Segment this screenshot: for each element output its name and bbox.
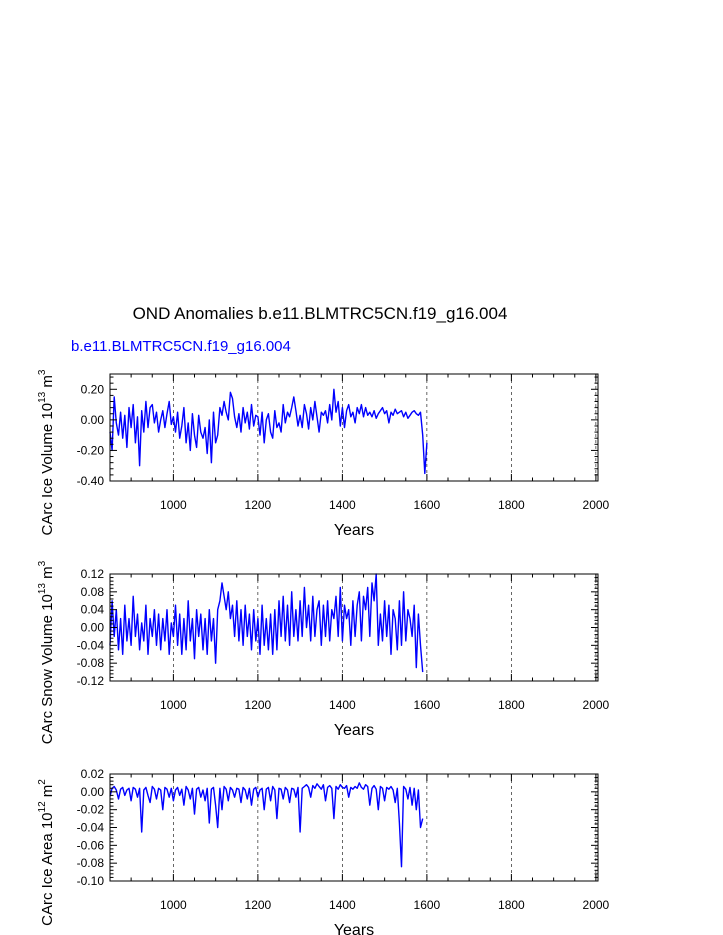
ice-area-xtick-label: 1800 (498, 898, 525, 912)
ice-area-ylabel-part: m (39, 784, 56, 802)
ice-area-plot-frame (110, 774, 598, 881)
ice-volume-ylabel-part: m (39, 375, 56, 392)
ice-area-xtick-label: 1000 (160, 898, 187, 912)
snow-volume-ylabel-part: m (39, 566, 56, 584)
ice-volume-ylabel-part: CArc Ice Volume 10 (39, 402, 56, 536)
snow-volume-ylabel-part: 3 (37, 560, 48, 567)
ice-area-ytick-label: -0.10 (76, 874, 104, 888)
ice-volume-ylabel-part: 3 (37, 369, 48, 376)
ice-area-ylabel-part: 12 (37, 801, 48, 813)
snow-volume-xtick-label: 1800 (498, 698, 525, 712)
ice-area-xtick-label: 2000 (582, 898, 610, 912)
snow-volume-ytick-label: 0.08 (80, 584, 104, 599)
snow-volume-ylabel-part: CArc Snow Volume 10 (39, 594, 56, 745)
ice-area-ytick-label: 0.00 (80, 784, 104, 799)
ice-volume-ytick-label: 0.00 (80, 412, 104, 427)
ice-area-ytick-label: -0.06 (76, 838, 104, 853)
ice-area-ylabel (37, 779, 56, 926)
ice-volume-xtick-label: 1400 (329, 498, 356, 512)
ice-volume-series-line (110, 389, 427, 473)
snow-volume-ylabel-part: 13 (37, 583, 48, 595)
ice-volume-plot-frame (110, 374, 598, 481)
ice-area-xlabel: Years (333, 922, 375, 935)
snow-volume-series-line (110, 574, 423, 672)
ice-area-series-line (110, 783, 423, 867)
ice-area-ylabel-part: 2 (37, 779, 48, 785)
snow-volume-ytick-label: 0.12 (80, 567, 104, 581)
ice-volume-xtick-label: 1600 (413, 498, 441, 512)
ice-volume-xlabel: Years (333, 522, 375, 539)
ice-volume-ylabel-part: 13 (37, 391, 48, 403)
ice-volume-xtick-label: 1000 (160, 498, 187, 512)
ice-volume-xtick-label: 1800 (498, 498, 525, 512)
ice-area-xtick-label: 1200 (244, 898, 272, 912)
snow-volume-xtick-label: 1400 (329, 698, 356, 712)
ice-volume-xtick-label: 2000 (582, 498, 610, 512)
snow-volume-xtick-label: 1000 (160, 698, 187, 712)
snow-volume-xtick-label: 1200 (244, 698, 272, 712)
snow-volume-xtick-label: 2000 (582, 698, 610, 712)
ice-area-xtick-label: 1400 (329, 898, 356, 912)
snow-volume-ytick-label: -0.08 (76, 656, 104, 671)
ice-volume-panel (37, 369, 610, 539)
ice-area-panel (37, 767, 610, 935)
figure-title: OND Anomalies b.e11.BLMTRC5CN.f19_g16.004 (132, 304, 508, 323)
ice-area-ytick-label: -0.04 (76, 820, 104, 835)
ice-area-ytick-label: -0.08 (76, 856, 104, 871)
snow-volume-xtick-label: 1600 (413, 698, 441, 712)
snow-volume-ytick-label: -0.12 (76, 674, 104, 688)
snow-volume-ytick-label: 0.00 (80, 620, 104, 635)
ice-area-ytick-label: -0.02 (76, 802, 104, 817)
snow-volume-ytick-label: -0.04 (76, 638, 104, 653)
ice-volume-ylabel (37, 369, 56, 535)
ice-volume-ytick-label: -0.40 (76, 474, 104, 488)
ice-area-xtick-label: 1600 (413, 898, 441, 912)
ice-volume-ytick-label: -0.20 (76, 443, 104, 458)
case-label: b.e11.BLMTRC5CN.f19_g16.004 (71, 338, 291, 355)
snow-volume-ylabel (37, 560, 56, 744)
ice-area-ylabel-part: CArc Ice Area 10 (39, 812, 56, 926)
ice-volume-xtick-label: 1200 (244, 498, 272, 512)
snow-volume-xlabel: Years (333, 722, 375, 739)
snow-volume-ytick-label: 0.04 (80, 602, 104, 617)
snow-volume-panel (37, 560, 610, 744)
ice-area-ytick-label: 0.02 (80, 767, 104, 781)
ice-volume-ytick-label: 0.20 (80, 382, 104, 397)
